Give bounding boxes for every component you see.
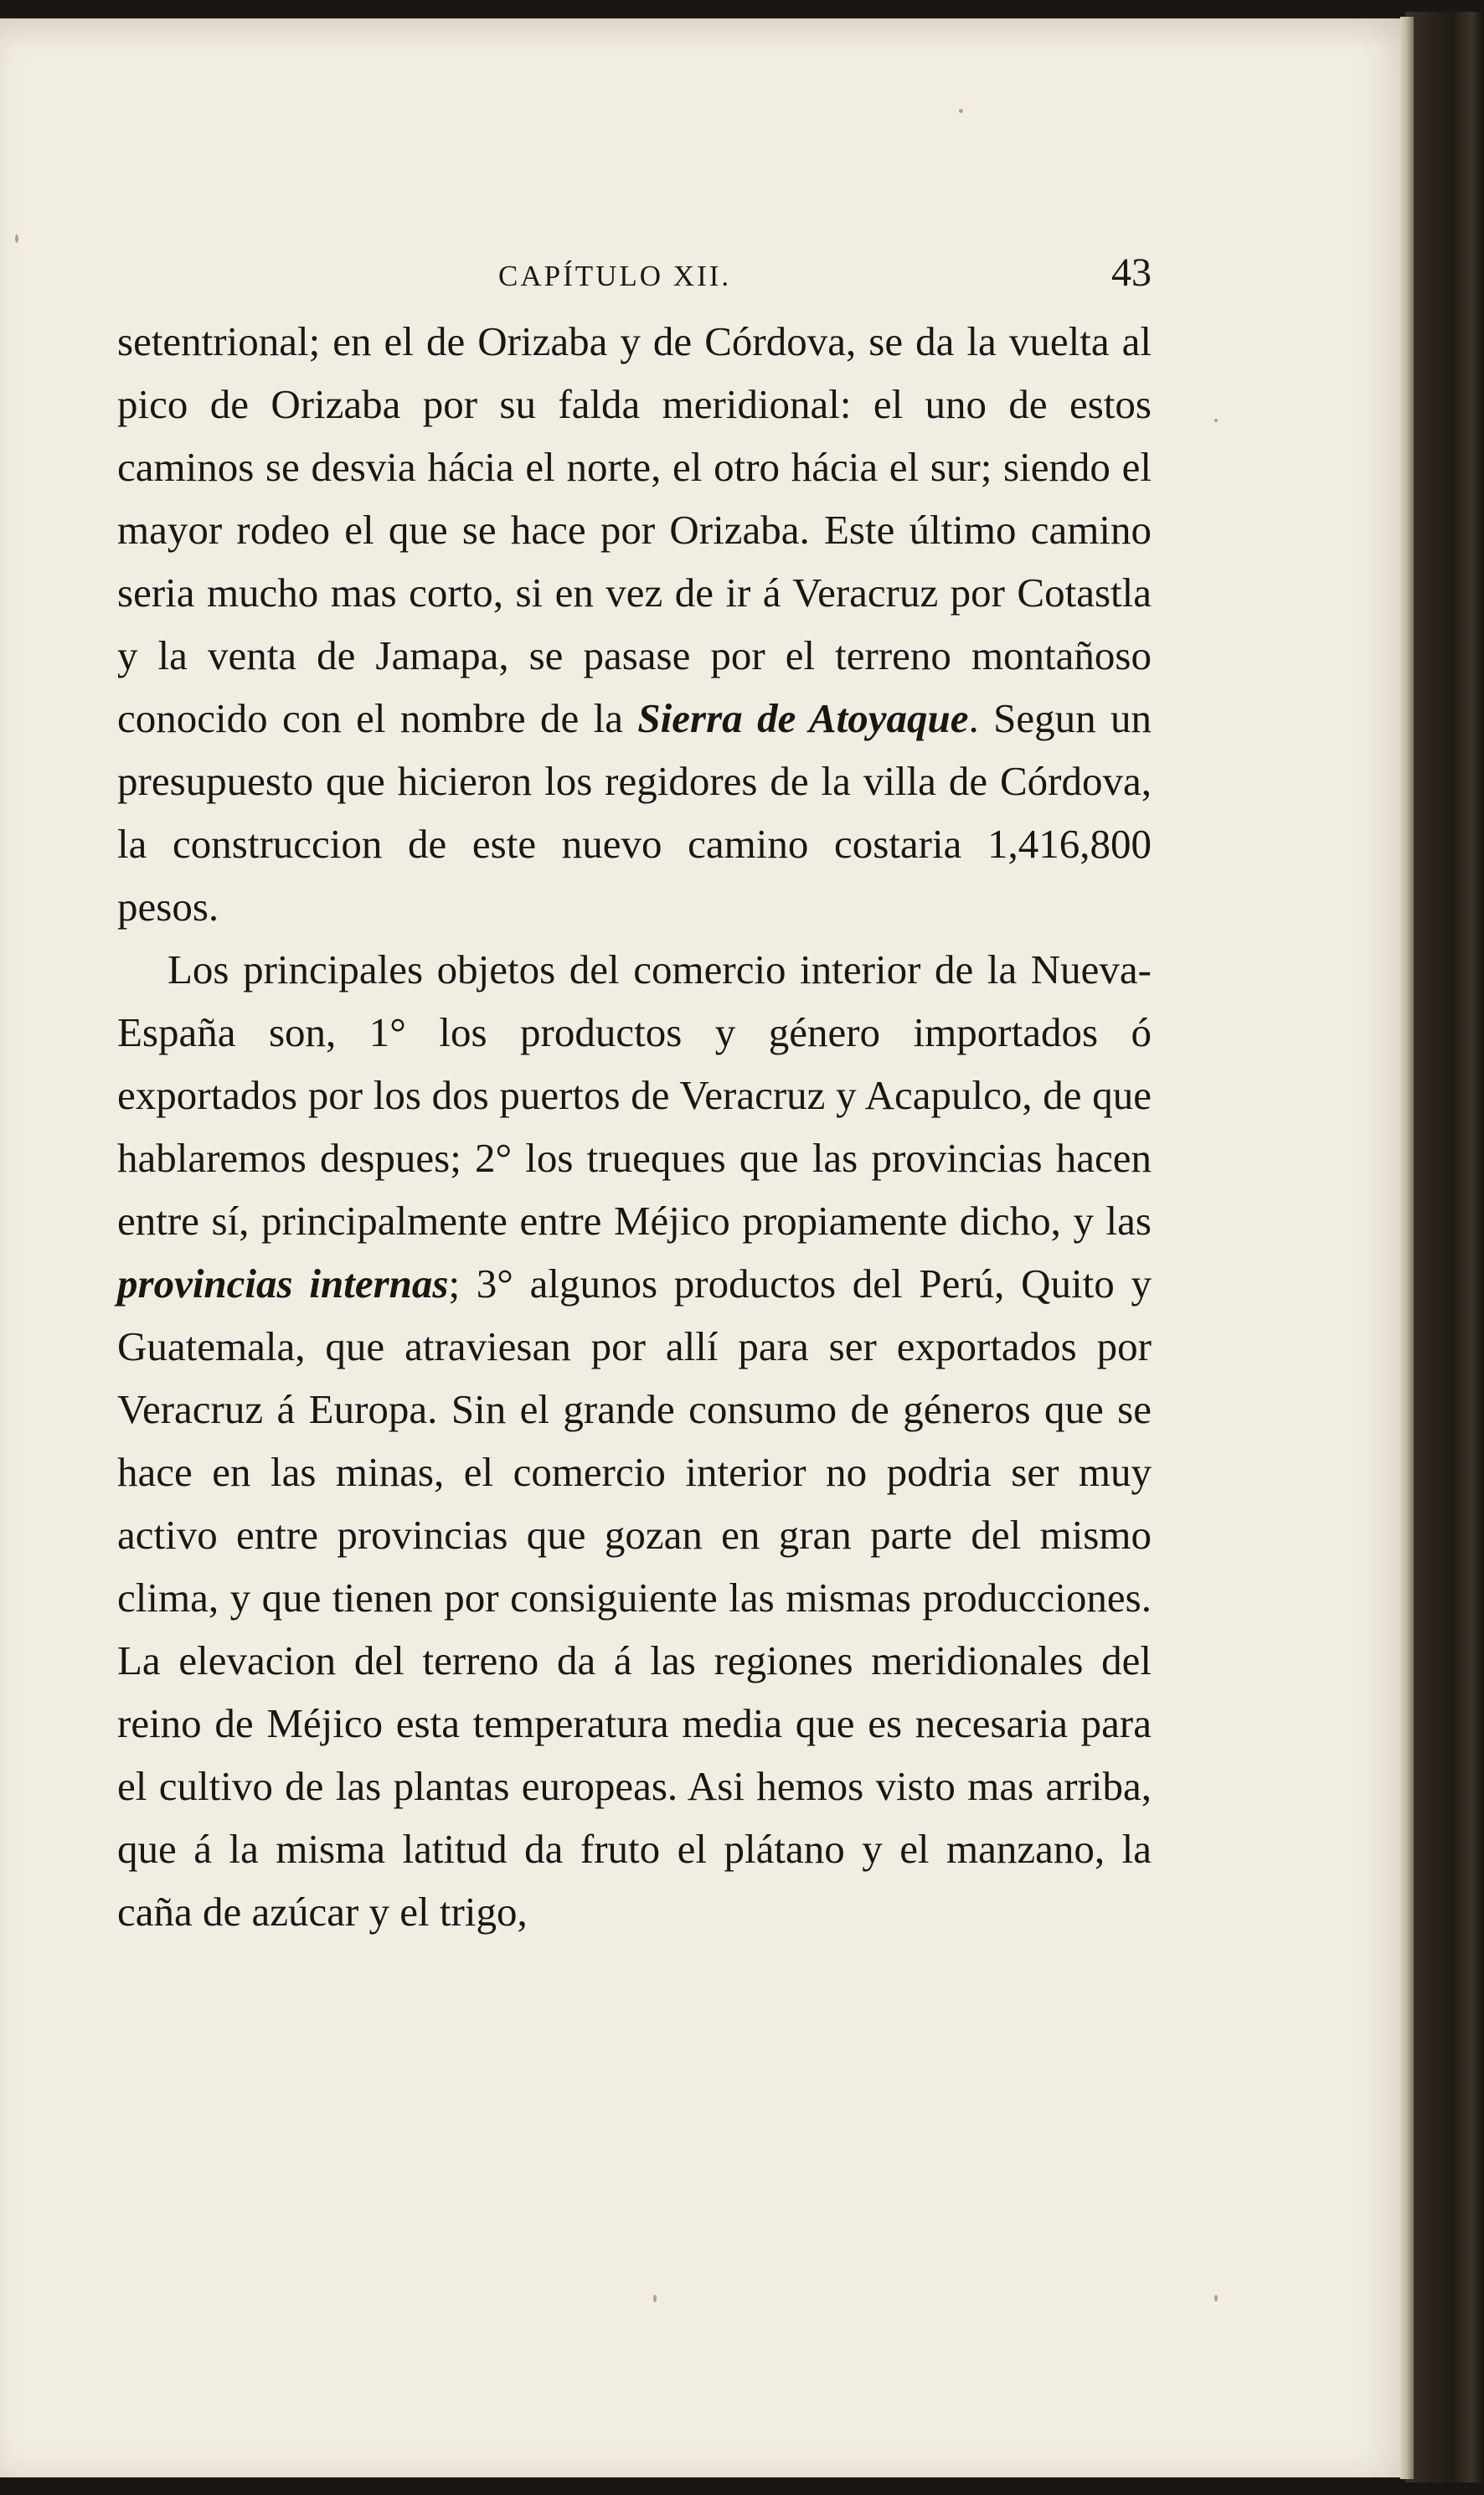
book-spine	[1405, 12, 1484, 2482]
paragraph-1-text-a: setentrional; en el de Orizaba y de Córdova, se da la vuelta al pico de Orizaba por su falda meridional: el uno de estos caminos se desvia hácia el norte, el otro hácia el sur; siendo el mayor rodeo el que se hace por Orizaba. Este último camino seria mucho mas corto, si en vez de ir á Veracruz por Cotastla y la venta de Jamapa, se pasase por el terreno montañoso conocido con el nombre de la	[117, 318, 1152, 741]
body-text	[117, 310, 1152, 1943]
page-number: 43	[1111, 250, 1152, 295]
paper-speck	[653, 2295, 657, 2302]
paper-speck	[15, 235, 18, 243]
paragraph-1-italic-sierra: Sierra de Atoyaque	[637, 695, 969, 741]
page-header	[117, 250, 1152, 305]
paragraph-1-text-b: . Segun un presupuesto que hicieron los regidores de la villa de Córdova, la construccion de este nuevo camino costaria 1,416,800 pesos.	[117, 695, 1152, 930]
paragraph-2-text-b: ; 3° algunos productos del Perú, Quito y Guatemala, que atraviesan por allí para ser exportados por Veracruz á Europa. Sin el grande consumo de géneros que se hace en las minas, el comercio interior no podria ser muy activo entre provincias que gozan en gran parte del mismo clima, y que tienen por consiguiente las mismas producciones. La elevacion del terreno da á las regiones meridionales del reino de Méjico esta temperatura media que es necesaria para el cultivo de las plantas europeas. Asi hemos visto mas arriba, que á la misma latitud da fruto el plátano y el manzano, la caña de azúcar y el trigo,	[117, 1260, 1152, 1935]
paragraph-1	[117, 310, 1152, 938]
paper-speck	[1214, 2295, 1218, 2302]
paper-speck	[959, 109, 963, 113]
paper-speck	[1214, 419, 1218, 422]
paragraph-2	[117, 938, 1152, 1943]
page-edge	[1400, 17, 1414, 2479]
running-head: CAPÍTULO XII.	[498, 260, 732, 292]
paragraph-2-text-a: Los principales objetos del comercio interior de la Nueva-España son, 1° los productos y género importados ó exportados por los dos puertos de Veracruz y Acapulco, de que hablaremos despues; 2° los trueques que las provincias hacen entre sí, principalmente entre Méjico propiamente dicho, y las	[117, 946, 1152, 1244]
paragraph-2-italic-provincias: provincias internas	[117, 1260, 449, 1307]
